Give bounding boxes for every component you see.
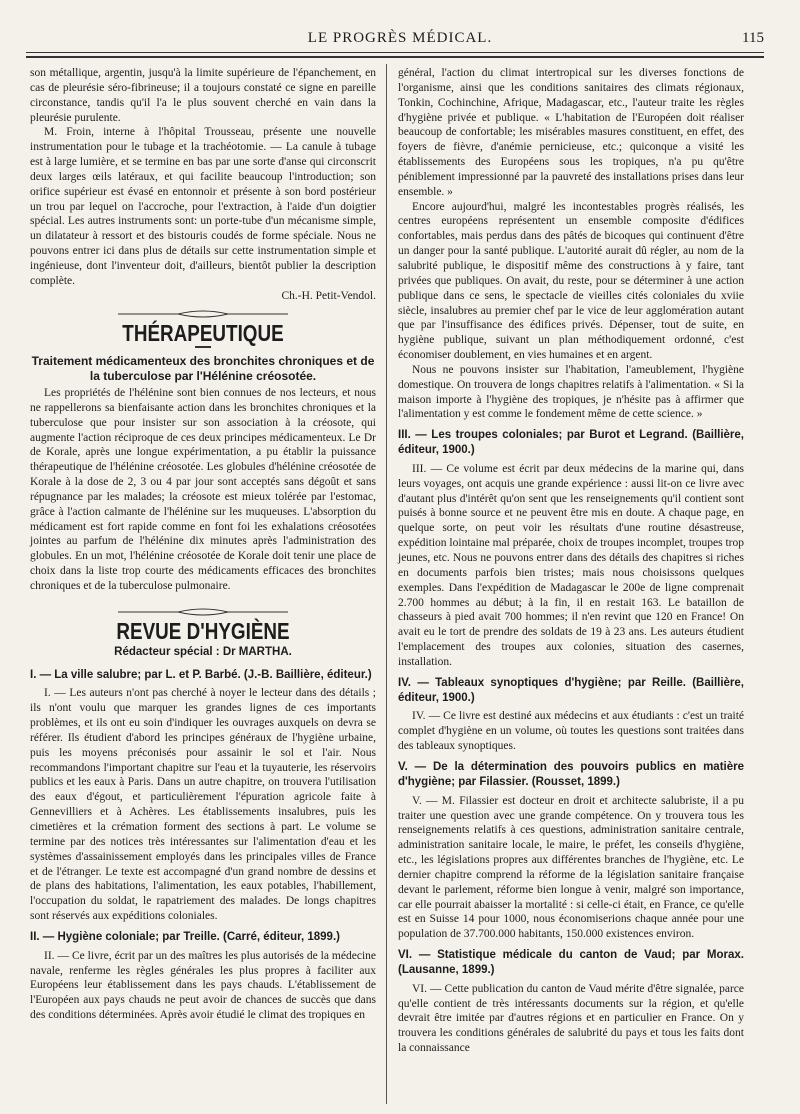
continuation-paragraph-2: Encore aujourd'hui, malgré les incontestables progrès réalisés, les centres européens représentent un ensemble composite d'édifices confortables, mais perdus dans des pâtés de bicoques qui continuent d'être un danger pour la santé publique. L'autorité aurait dû régler, au nom de la salubrité publique, le dispositif même des constructions à y faire, tant privées que publiques. On avait, du reste, pour se déterminer à une action publique dans ce sens, le spectacle de vieilles cités coloniales du xviie siècle, insalubres au premier chef par le vice de leur agglomération autant que par l'insuffisance des édifices privés. Dépenser, tout de suite, en hygiène publique, suivant un plan méthodiquement ordonné, c'est économiser doublement, en vies humaines et en argent. (398, 200, 744, 362)
section-mini-rule (195, 346, 211, 348)
review-3-heading (398, 428, 744, 458)
review-1-heading-text: I. — La ville salubre; par L. et P. Barbé. (J.-B. Baillière, éditeur.) (30, 668, 372, 681)
hygiene-section-title: REVUE D'HYGIÈNE (116, 617, 290, 644)
intro-paragraph-1: son métallique, argentin, jusqu'à la limite supérieure de l'épanchement, en cas de pleurésie séro-fibrineuse; il a toujours constaté ce signe en pareille circonstance, tandis qu'il l'a le plus souvent cherché en vain dans la pleurésie purulente. (30, 67, 376, 124)
review-4-text: IV. — Ce livre est destiné aux médecins et aux étudiants : c'est un traité complet d'hygiène en un volume, où toutes les questions sont traitées dans des tableaux synoptiques. (398, 710, 744, 753)
left-column (30, 66, 376, 1023)
continuation-paragraph-3: Nous ne pouvons insister sur l'habitation, l'ameublement, l'hygiène domestique. On trouvera de longs chapitres relatifs à l'alimentation. « Si la maison importe à l'hygiène des tropiques, je n'hésite pas à affirmer que l'alimentation y est comme le fondement même de cette science. » (398, 363, 744, 421)
review-5-heading (398, 760, 744, 790)
therapeutique-paragraph: Les propriétés de l'hélénine sont bien connues de nos lecteurs, et nous ne rappellerons sa bienfaisante action dans les bronchites chroniques et la tuberculose que pour insister sur son association à la créosote, qui augmente l'action réciproque de ces deux principes médicamenteux. Le Dr de Korale, après une longue expérimentation, a pu établir la puissance thérapeutique de l'hélénine créosotée. Les globules d'hélénine créosotée de Korale à la dose de 2, 3 ou 4 par jour sont acceptés sans dégoût et sans répugnance par les malades; la créosote est mieux tolérée par l'estomac, grâce à l'action calmante de l'hélénine sur les muqueuses. L'absorption du médicament est fort rapide comme en font foi les exhalations créosotées jointes au parfum de l'hélénine dix minutes après l'administration des globules. En un mot, l'hélénine créosotée de Korale doit tenir une place de choix dans la liste trop courte des médicaments efficaces des bronchites chroniques et de la tuberculose pulmonaire. (30, 387, 376, 592)
therapeutique-section-title: THÉRAPEUTIQUE (122, 319, 284, 346)
ornament-divider-icon (118, 608, 288, 616)
review-5-text: V. — M. Filassier est docteur en droit et architecte salubriste, il a pu traiter une question avec une grande compétence. On y trouvera tous les renseignements relatifs à ces questions, administration sanitaire centrale, administration sanitaire locale, le maire, le préfet, les conseils d'hygiène, etc., les législations propres aux différentes branches de l'hygiène, etc. Le dernier chapitre comprend la réforme de la législation sanitaire française devant le parlement, réforme bien longue à venir, malgré son importance, car elle pourrait abaisser la mortalité : si celle-ci était, en France, ce qu'elle est en Suisse 14 pour 1000, nous économiserions chaque année pour une population de 37.700.000 habitants, 150.000 existences environ. (398, 794, 744, 941)
review-1-heading (30, 668, 376, 683)
review-6-heading-text: VI. — Statistique médicale du canton de Vaud; par Morax. (Lausanne, 1899.) (398, 949, 744, 976)
review-5-heading-text: V. — De la détermination des pouvoirs publics en matière d'hygiène; par Filassier. (Rousset, 1899.) (398, 760, 744, 788)
column-divider (386, 64, 387, 1104)
ornament-divider-icon (118, 310, 288, 318)
review-2-heading-text: II. — Hygiène coloniale; par Treille. (Carré, éditeur, 1899.) (30, 930, 340, 943)
review-6-text: VI. — Cette publication du canton de Vaud mérite d'être signalée, parce qu'elle contient de très intéressants documents sur la région, et qu'elle devrait être imitée par d'autres régions et en particulier en France. On y trouvera les conditions générales de salubrité du pays et tous les faits dont la connaissance (398, 982, 744, 1055)
header-rule-bottom (26, 56, 764, 58)
review-2-text: II. — Ce livre, écrit par un des maîtres les plus autorisés de la médecine navale, renferme les règles générales les plus propres à faciliter aux Européens leur établissement dans les pays chauds. L'établissement de l'Européen aux pays chauds ne peut avoir de chances de succès que dans des conditions déterminées. Après avoir étudié le climat des tropiques en (30, 949, 376, 1022)
author-signature: Ch.-H. Petit-Vendol. (281, 289, 376, 302)
therapeutique-article-title: Traitement médicamenteux des bronchites chroniques et de la tuberculose par l'Hélénine créosotée. (31, 354, 375, 384)
review-4-heading (398, 676, 744, 706)
page-header (26, 30, 774, 48)
header-rule-top (26, 52, 764, 53)
review-3-text: III. — Ce volume est écrit par deux médecins de la marine qui, dans leurs voyages, ont acquis une grande expérience : aussi lit-on ce livre avec d'autant plus d'intérêt qu'on sent que les renseignements qu'il contient sont puisés à bonne source et ne peuvent être mis en doute. A chaque page, en quelque sorte, on peut voir les résultats d'une routine désastreuse, expédition lointaine mal préparée, choix de troupes incomplet, troupes trop jeunes, etc. Nous ne pouvons entrer dans des détails des chapitres si riches en documents parfois bien tristes; mais nous choisissons quelques exemples. Dans l'expédition de Madagascar le 200e de ligne comprenait 2.700 hommes au début; à la fin, il en restait 163. Le bataillon de chasseurs à pied avait 700 hommes; il n'en revint que 120 en France! On avait eu le tort de prendre des soldats de 19 à 23 ans. Les auteurs étudient l'emplacement des troupes aux colonies, situation des casernes, installation. (398, 462, 744, 668)
page-number: 115 (742, 30, 764, 46)
continuation-paragraph-1: général, l'action du climat intertropical sur les diverses fonctions de l'organisme, ainsi que les conditions sanitaires des climats régionaux, Tonkin, Cochinchine, Afrique, Madagascar, etc., l'auteur traite les règles d'hygiène privée et publique. « L'habitation de l'Européen doit réaliser beaucoup de confortable; les misérables masures constituent, en effet, des foyers de fièvre, d'anémie pernicieuse, etc.; quiconque a visité les établissements des Européens sous les tropiques, n'a pu qu'être péniblement impressionné par la pauvreté des installations prises dans leur ensemble. » (398, 67, 744, 198)
review-3-heading-text: III. — Les troupes coloniales; par Burot et Legrand. (Baillière, éditeur, 1900.) (398, 429, 744, 457)
review-2-heading (30, 930, 376, 945)
intro-paragraph-2: M. Froin, interne à l'hôpital Trousseau, présente une nouvelle instrumentation pour le tubage et la trachéotomie. — La canule à tubage est à large lumière, et se termine en bas par une sorte d'anse qui circonscrit deux larges œils latéraux, et qui facilite beaucoup l'introduction; son orifice supérieur est évasé en entonnoir et présente à son bord postérieur un trou par lequel on l'accroche, pour l'extraction, à l'aide d'un doigtier spécial. Les autres instruments sont: un porte-tube d'un mécanisme simple, un dilatateur à ressort et des bistouris coudés de forme spéciale. Nous ne pouvons entrer ici dans plus de détails sur cette instrumentation simple et ingénieuse, dont l'inventeur doit, d'ailleurs, bientôt publier la description complète. (30, 126, 376, 287)
review-1-text: I. — Les auteurs n'ont pas cherché à noyer le lecteur dans des détails ; ils n'ont voulu que marquer les grandes lignes de ces importants problèmes, et ils ont eu soin d'indiquer les ouvrages auxquels on devra se référer. Ils étudient d'abord les principes généraux de l'hygiène urbaine, puis les moyens préconisés pour assainir le sol et l'air. Nous recommandons l'important chapitre sur l'eau et la tuyauterie, les réservoirs publics et les eaux à Paris. Dans un autre chapitre, on trouvera l'utilisation des eaux d'égout, et particulièrement l'épuration agricole faite à Gennevilliers et à Achères. Les établissements insalubres, puis les cimetières et la crémation forment des sections à part. Le volume se termine par des notices très intéressantes sur l'alimentation d'eau et les systèmes d'assainissement employés dans les principales villes de France et de l'étranger. Le texte est accompagné d'un grand nombre de dessins et de plans des habitations, l'alimentation, les eaux potables, l'habillement, l'occupation du soldat, le rapatriement des malades. De longs chapitres sont réservés aux expéditions coloniales. (30, 687, 376, 923)
hygiene-editor-line: Rédacteur spécial : Dr MARTHA. (114, 645, 292, 658)
right-column (398, 66, 744, 1056)
journal-title: LE PROGRÈS MÉDICAL. (307, 30, 493, 46)
review-6-heading (398, 948, 744, 978)
review-4-heading-text: IV. — Tableaux synoptiques d'hygiène; par Reille. (Baillière, éditeur, 1900.) (398, 676, 744, 704)
